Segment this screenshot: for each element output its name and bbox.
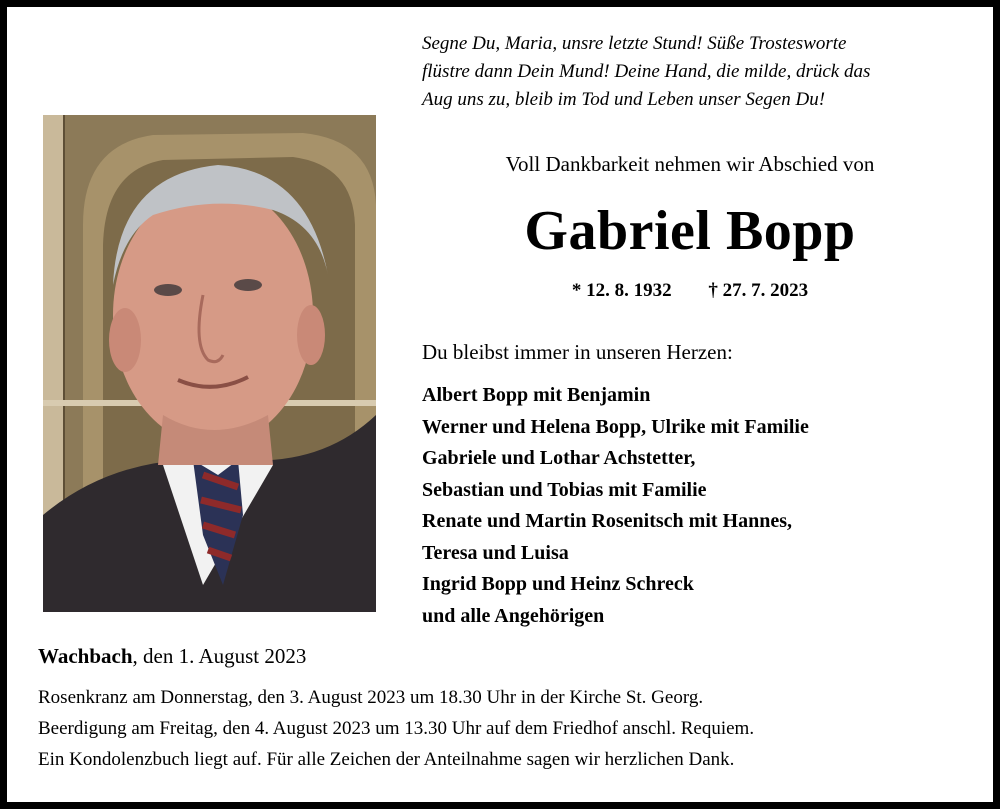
mourner-line: Teresa und Luisa: [422, 541, 569, 564]
mourner-line: Werner und Helena Bopp, Ulrike mit Familie: [422, 415, 809, 438]
notice-date: , den 1. August 2023: [132, 644, 307, 668]
mourner-line: Renate und Martin Rosenitsch mit Hannes,: [422, 510, 793, 532]
poem-line: Segne Du, Maria, unsre letzte Stund! Süße Trostesworte: [422, 33, 847, 54]
birth-date: * 12. 8. 1932: [571, 280, 672, 301]
death-date: † 27. 7. 2023: [708, 280, 809, 301]
deceased-name: Gabriel Bopp: [524, 200, 856, 262]
mourners-list: [422, 380, 809, 632]
poem-line: Aug uns zu, bleib im Tod und Leben unser Segen Du!: [422, 89, 826, 110]
hearts-line: Du bleibst immer in unseren Herzen:: [422, 340, 733, 364]
place-and-date: [38, 644, 306, 669]
place-name: Wachbach: [38, 644, 133, 668]
mourner-line: Ingrid Bopp und Heinz Schreck: [422, 573, 694, 595]
mourner-line: Albert Bopp mit Benjamin: [422, 384, 651, 406]
mourner-line: Gabriele und Lothar Achstetter,: [422, 447, 696, 469]
poem-line: flüstre dann Dein Mund! Deine Hand, die milde, drück das: [422, 61, 871, 82]
condolence-note: Ein Kondolenzbuch liegt auf. Für alle Zeichen der Anteilnahme sagen wir herzlichen Dank.: [38, 749, 735, 770]
mourner-line: und alle Angehörigen: [422, 604, 605, 627]
farewell-intro: Voll Dankbarkeit nehmen wir Abschied von: [505, 152, 875, 176]
mourner-line: Sebastian und Tobias mit Familie: [422, 478, 707, 501]
rosary-note: Rosenkranz am Donnerstag, den 3. August 2023 um 18.30 Uhr in der Kirche St. Georg.: [38, 687, 704, 708]
life-dates: [422, 280, 958, 302]
poem: [422, 30, 982, 114]
service-notes: [38, 682, 754, 775]
portrait-photo: [43, 115, 376, 612]
funeral-note: Beerdigung am Freitag, den 4. August 2023 um 13.30 Uhr auf dem Friedhof anschl. Requiem.: [38, 718, 755, 739]
